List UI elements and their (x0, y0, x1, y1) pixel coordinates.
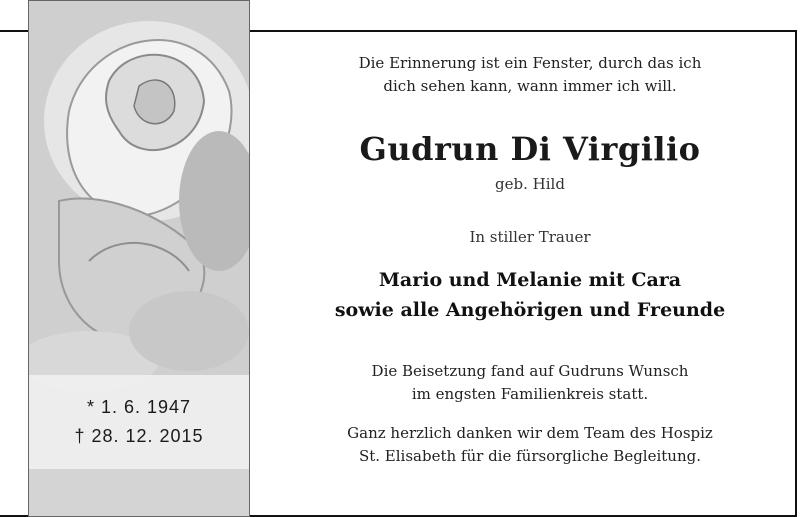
motto-line: Die Erinnerung ist ein Fenster, durch das ich (358, 54, 702, 72)
dates-band (29, 375, 249, 469)
mourners-line: Mario und Melanie mit Cara (378, 269, 682, 291)
mourners-line: sowie alle Angehörigen und Freunde (334, 299, 726, 321)
burial-line: im engsten Familienkreis statt. (411, 385, 649, 403)
birth-date: * 1. 6. 1947 (86, 397, 192, 417)
mourners (290, 265, 770, 325)
death-date: † 28. 12. 2015 (74, 426, 204, 446)
motto-line: dich sehen kann, wann immer ich will. (383, 77, 677, 95)
motto (290, 52, 770, 98)
thanks-line: St. Elisabeth für die fürsorgliche Begleitung. (358, 447, 702, 465)
deceased-name: Gudrun Di Virgilio (359, 130, 701, 168)
thanks-line: Ganz herzlich danken wir dem Team des Hospiz (347, 424, 713, 442)
grief-line: In stiller Trauer (469, 228, 591, 246)
maiden-name: geb. Hild (495, 175, 565, 193)
rose-photo (28, 0, 250, 517)
thanks-note (290, 422, 770, 468)
burial-line: Die Beisetzung fand auf Gudruns Wunsch (371, 362, 689, 380)
burial-note (290, 360, 770, 406)
